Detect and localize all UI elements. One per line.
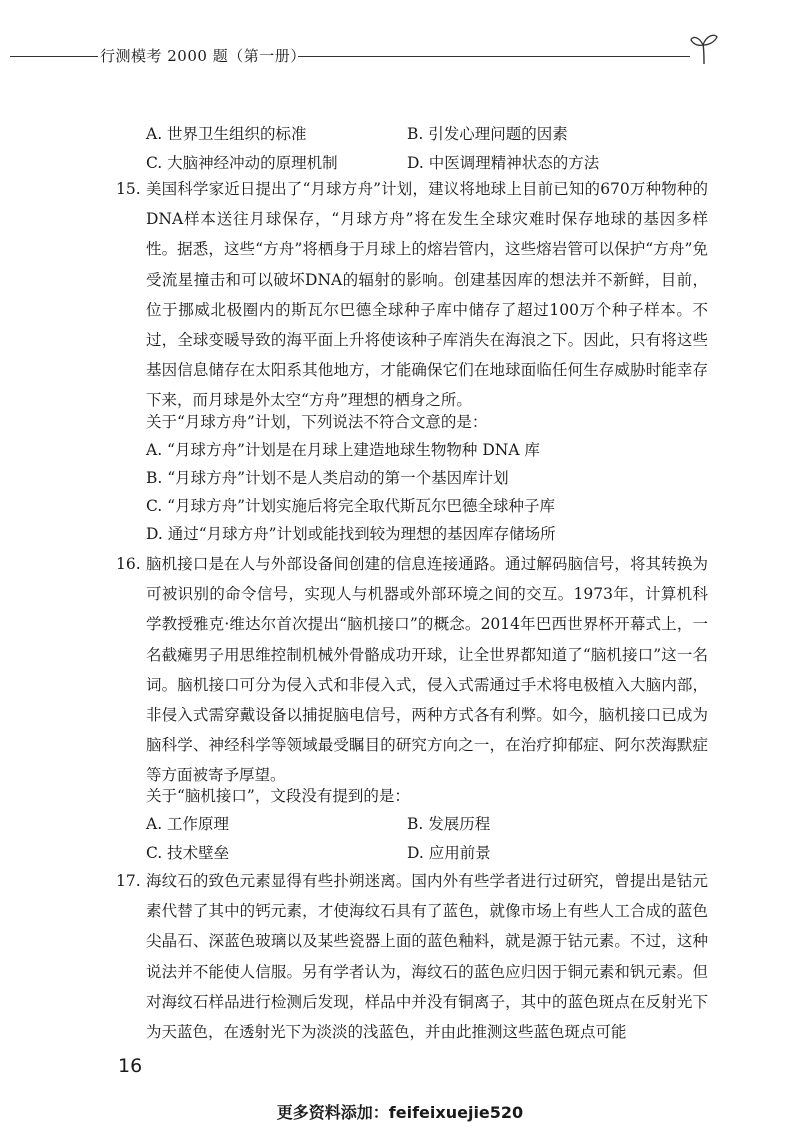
question-17-passage: 海纹石的致色元素显得有些扑朔迷离。国内外有些学者进行过研究，曾提出是钴元素代替了其中的钙元素，才使海纹石具有了蓝色，就像市场上有些人工合成的蓝色尖晶石、深蓝色玻璃以及某些瓷器上面的蓝色釉料，就是源于钴元素。不过，这种说法并不能使人信服。另有学者认为，海纹石的蓝色应归因于铜元素和钒元素。但对海纹石样品进行检测后发现，样品中并没有铜离子，其中的蓝色斑点在反射光下为天蓝色，在透射光下为淡淡的浅蓝色，并由此推测这些蓝色斑点可能	[146, 872, 708, 1042]
prev-option-c: C. 大脑神经冲动的原理机制	[146, 154, 338, 172]
page-header	[0, 44, 800, 68]
footer-note: 更多资料添加：feifeixuejie520	[276, 1103, 524, 1122]
header-rule-left	[10, 56, 98, 57]
question-16-number: 16.	[116, 555, 141, 573]
question-15-prompt: 关于“月球方舟”计划，下列说法不符合文意的是：	[146, 413, 488, 431]
question-15-option-b: B. “月球方舟”计划不是人类启动的第一个基因库计划	[146, 469, 509, 487]
header-title: 行测模考 2000 题（第一册）	[100, 47, 306, 65]
question-16-option-b: B. 发展历程	[407, 815, 491, 833]
question-15-number: 15.	[116, 180, 141, 198]
question-15-option-c: C. “月球方舟”计划实施后将完全取代斯瓦尔巴德全球种子库	[146, 497, 556, 515]
prev-option-d: D. 中医调理精神状态的方法	[407, 154, 600, 172]
header-rule-right	[298, 56, 690, 57]
question-16-option-c: C. 技术壁垒	[146, 844, 230, 862]
question-16-option-d: D. 应用前景	[407, 844, 491, 862]
question-15-option-d: D. 通过“月球方舟”计划或能找到较为理想的基因库存储场所	[146, 525, 556, 543]
prev-option-a: A. 世界卫生组织的标准	[146, 125, 307, 143]
prev-option-b: B. 引发心理问题的因素	[407, 125, 568, 143]
question-16-passage: 脑机接口是在人与外部设备间创建的信息连接通路。通过解码脑信号，将其转换为可被识别的命令信号，实现人与机器或外部环境之间的交互。1973年，计算机科学教授雅克·维达尔首次提出“脑机接口”的概念。2014年巴西世界杯开幕式上，一名截瘫男子用思维控制机械外骨骼成功开球，让全世界都知道了“脑机接口”这一名词。脑机接口可分为侵入式和非侵入式，侵入式需通过手术将电极植入大脑内部，非侵入式需穿戴设备以捕捉脑电信号，两种方式各有利弊。如今，脑机接口已成为脑科学、神经科学等领域最受瞩目的研究方向之一，在治疗抑郁症、阿尔茨海默症等方面被寄予厚望。	[146, 555, 708, 785]
question-17-number: 17.	[116, 872, 141, 890]
sprout-icon	[690, 30, 718, 64]
question-15-option-a: A. “月球方舟”计划是在月球上建造地球生物物种 DNA 库	[146, 441, 540, 459]
question-15-passage: 美国科学家近日提出了“月球方舟”计划，建议将地球上目前已知的670万种物种的DNA样本送往月球保存，“月球方舟”将在发生全球灾难时保存地球的基因多样性。据悉，这些“方舟”将栖身于月球上的熔岩管内，这些熔岩管可以保护“方舟”免受流星撞击和可以破坏DNA的辐射的影响。创建基因库的想法并不新鲜，目前，位于挪威北极圈内的斯瓦尔巴德全球种子库中储存了超过100万个种子样本。不过，全球变暖导致的海平面上升将使该种子库消失在海浪之下。因此，只有将这些基因信息储存在太阳系其他地方，才能确保它们在地球面临任何生存威胁时能幸存下来，而月球是外太空“方舟”理想的栖身之所。	[146, 180, 708, 410]
question-16-prompt: 关于“脑机接口”，文段没有提到的是：	[146, 787, 410, 805]
page-number: 16	[118, 1055, 143, 1077]
question-16-option-a: A. 工作原理	[146, 815, 230, 833]
